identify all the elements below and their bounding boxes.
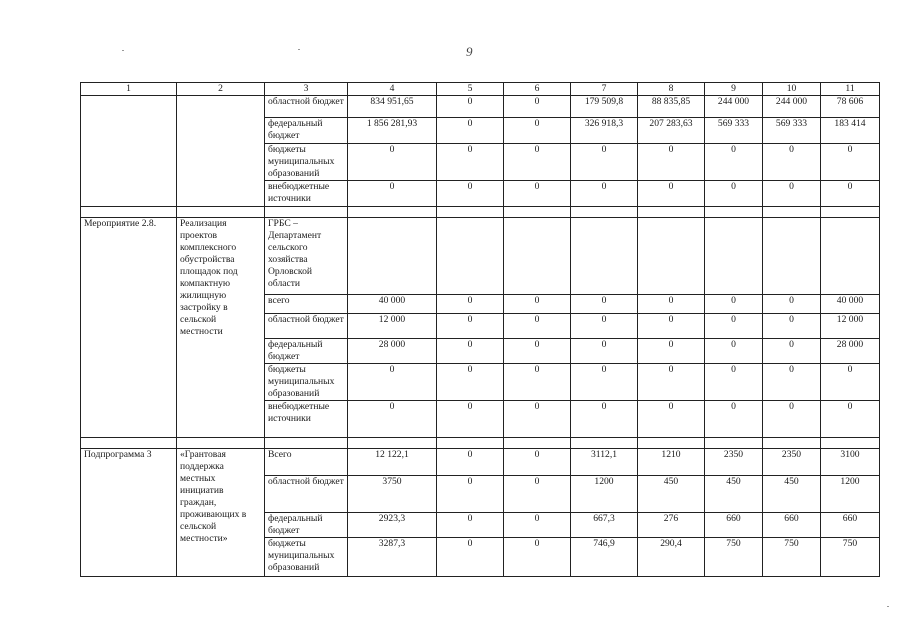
empty-cell	[571, 438, 638, 449]
activity-description-cell	[177, 96, 265, 207]
amount-cell: 244 000	[763, 96, 821, 118]
empty-cell	[763, 207, 821, 218]
amount-cell: 569 333	[705, 118, 763, 144]
amount-cell: 0	[504, 449, 571, 476]
amount-cell: 0	[763, 314, 821, 339]
amount-cell: 0	[437, 513, 504, 538]
scan-speck	[887, 606, 889, 607]
amount-cell: 0	[437, 364, 504, 401]
amount-cell: 0	[763, 181, 821, 207]
column-header: 8	[638, 83, 705, 96]
amount-cell: 0	[571, 295, 638, 314]
amount-cell: 1200	[821, 476, 880, 513]
empty-cell	[705, 438, 763, 449]
empty-cell	[821, 438, 880, 449]
amount-cell: 0	[437, 401, 504, 438]
column-header: 5	[437, 83, 504, 96]
amount-cell: 0	[504, 476, 571, 513]
activity-name-cell	[81, 96, 177, 207]
amount-cell: 40 000	[348, 295, 437, 314]
amount-cell: 450	[705, 476, 763, 513]
amount-cell	[348, 218, 437, 295]
funding-source-cell: федеральный бюджет	[265, 513, 348, 538]
empty-cell	[504, 438, 571, 449]
amount-cell: 0	[437, 118, 504, 144]
amount-cell: 0	[763, 401, 821, 438]
amount-cell: 0	[504, 96, 571, 118]
amount-cell: 0	[821, 364, 880, 401]
amount-cell: 450	[763, 476, 821, 513]
amount-cell: 0	[705, 181, 763, 207]
budget-table	[80, 82, 880, 577]
empty-cell	[177, 207, 265, 218]
column-header: 3	[265, 83, 348, 96]
amount-cell: 746,9	[571, 538, 638, 577]
amount-cell: 2350	[705, 449, 763, 476]
amount-cell: 0	[638, 364, 705, 401]
amount-cell: 750	[821, 538, 880, 577]
empty-cell	[348, 438, 437, 449]
amount-cell: 0	[504, 295, 571, 314]
amount-cell: 660	[821, 513, 880, 538]
column-header: 11	[821, 83, 880, 96]
amount-cell: 0	[437, 476, 504, 513]
amount-cell: 0	[638, 295, 705, 314]
amount-cell: 660	[763, 513, 821, 538]
table-body	[81, 96, 880, 577]
amount-cell: 0	[638, 144, 705, 181]
table-row	[81, 449, 880, 476]
amount-cell	[504, 218, 571, 295]
amount-cell: 78 606	[821, 96, 880, 118]
funding-source-cell: областной бюджет	[265, 314, 348, 339]
funding-source-cell: областной бюджет	[265, 476, 348, 513]
amount-cell	[821, 218, 880, 295]
amount-cell: 0	[705, 401, 763, 438]
amount-cell: 28 000	[821, 339, 880, 364]
amount-cell: 0	[437, 449, 504, 476]
empty-cell	[81, 207, 177, 218]
empty-cell	[821, 207, 880, 218]
amount-cell: 0	[571, 144, 638, 181]
empty-cell	[177, 438, 265, 449]
amount-cell: 0	[571, 401, 638, 438]
activity-description-cell: Реализация проектов комплексного обустройства площадок под компактную жилищную застройку в сельской местности	[177, 218, 265, 438]
empty-cell	[705, 207, 763, 218]
empty-cell	[265, 438, 348, 449]
amount-cell: 0	[821, 181, 880, 207]
empty-cell	[763, 438, 821, 449]
amount-cell: 0	[821, 401, 880, 438]
amount-cell: 40 000	[821, 295, 880, 314]
amount-cell: 0	[437, 144, 504, 181]
funding-source-cell: ГРБС – Департамент сельского хозяйства Орловской области	[265, 218, 348, 295]
column-header: 9	[705, 83, 763, 96]
column-header: 2	[177, 83, 265, 96]
empty-cell	[81, 438, 177, 449]
column-header: 4	[348, 83, 437, 96]
amount-cell: 3750	[348, 476, 437, 513]
amount-cell: 0	[638, 339, 705, 364]
column-header: 7	[571, 83, 638, 96]
empty-cell	[638, 438, 705, 449]
empty-cell	[437, 438, 504, 449]
amount-cell: 0	[571, 339, 638, 364]
funding-source-cell: Всего	[265, 449, 348, 476]
empty-cell	[638, 207, 705, 218]
column-header: 1	[81, 83, 177, 96]
table-row	[81, 96, 880, 118]
amount-cell: 0	[437, 339, 504, 364]
amount-cell: 667,3	[571, 513, 638, 538]
scan-speck	[122, 50, 124, 51]
amount-cell: 0	[705, 364, 763, 401]
amount-cell	[705, 218, 763, 295]
amount-cell: 244 000	[705, 96, 763, 118]
amount-cell: 179 509,8	[571, 96, 638, 118]
empty-cell	[265, 207, 348, 218]
amount-cell: 88 835,85	[638, 96, 705, 118]
amount-cell: 450	[638, 476, 705, 513]
amount-cell: 0	[504, 364, 571, 401]
amount-cell	[437, 218, 504, 295]
group-separator-row	[81, 207, 880, 218]
amount-cell: 0	[504, 118, 571, 144]
funding-source-cell: бюджеты муниципальных образований	[265, 538, 348, 577]
amount-cell: 0	[437, 295, 504, 314]
amount-cell: 0	[821, 144, 880, 181]
amount-cell: 0	[571, 181, 638, 207]
amount-cell: 12 122,1	[348, 449, 437, 476]
amount-cell: 750	[705, 538, 763, 577]
amount-cell: 0	[705, 339, 763, 364]
amount-cell: 834 951,65	[348, 96, 437, 118]
amount-cell: 0	[348, 144, 437, 181]
amount-cell: 0	[348, 181, 437, 207]
amount-cell: 290,4	[638, 538, 705, 577]
amount-cell: 0	[763, 295, 821, 314]
amount-cell: 28 000	[348, 339, 437, 364]
amount-cell: 183 414	[821, 118, 880, 144]
amount-cell: 0	[705, 144, 763, 181]
funding-source-cell: областной бюджет	[265, 96, 348, 118]
amount-cell: 0	[571, 364, 638, 401]
amount-cell	[763, 218, 821, 295]
amount-cell: 0	[763, 364, 821, 401]
funding-source-cell: бюджеты муниципальных образований	[265, 364, 348, 401]
table-row	[81, 218, 880, 295]
amount-cell: 1 856 281,93	[348, 118, 437, 144]
funding-source-cell: внебюджетные источники	[265, 401, 348, 438]
amount-cell: 326 918,3	[571, 118, 638, 144]
amount-cell: 0	[571, 314, 638, 339]
amount-cell: 3287,3	[348, 538, 437, 577]
amount-cell: 0	[763, 339, 821, 364]
amount-cell: 0	[348, 364, 437, 401]
amount-cell: 0	[348, 401, 437, 438]
amount-cell: 0	[504, 339, 571, 364]
amount-cell	[638, 218, 705, 295]
column-number-row	[81, 83, 880, 96]
column-header: 10	[763, 83, 821, 96]
group-separator-row	[81, 438, 880, 449]
amount-cell: 0	[504, 513, 571, 538]
amount-cell: 1200	[571, 476, 638, 513]
funding-source-cell: бюджеты муниципальных образований	[265, 144, 348, 181]
activity-name-cell: Подпрограмма 3	[81, 449, 177, 577]
amount-cell: 276	[638, 513, 705, 538]
activity-description-cell: «Грантовая поддержка местных инициатив граждан, проживающих в сельской местности»	[177, 449, 265, 577]
amount-cell: 0	[437, 538, 504, 577]
amount-cell: 0	[638, 401, 705, 438]
amount-cell: 0	[638, 181, 705, 207]
funding-source-cell: внебюджетные источники	[265, 181, 348, 207]
scan-speck	[298, 49, 300, 50]
amount-cell: 569 333	[763, 118, 821, 144]
funding-source-cell: федеральный бюджет	[265, 118, 348, 144]
column-header: 6	[504, 83, 571, 96]
amount-cell: 0	[504, 401, 571, 438]
amount-cell: 0	[437, 181, 504, 207]
amount-cell: 0	[705, 314, 763, 339]
amount-cell: 0	[504, 314, 571, 339]
amount-cell: 2350	[763, 449, 821, 476]
empty-cell	[437, 207, 504, 218]
amount-cell: 0	[705, 295, 763, 314]
amount-cell: 0	[504, 538, 571, 577]
funding-source-cell: федеральный бюджет	[265, 339, 348, 364]
amount-cell: 0	[504, 181, 571, 207]
amount-cell: 3112,1	[571, 449, 638, 476]
amount-cell: 1210	[638, 449, 705, 476]
empty-cell	[571, 207, 638, 218]
amount-cell: 0	[504, 144, 571, 181]
amount-cell: 750	[763, 538, 821, 577]
amount-cell: 0	[763, 144, 821, 181]
amount-cell: 3100	[821, 449, 880, 476]
amount-cell: 2923,3	[348, 513, 437, 538]
amount-cell: 0	[437, 96, 504, 118]
amount-cell: 12 000	[821, 314, 880, 339]
amount-cell: 0	[638, 314, 705, 339]
empty-cell	[504, 207, 571, 218]
amount-cell: 12 000	[348, 314, 437, 339]
empty-cell	[348, 207, 437, 218]
page-number: 9	[466, 44, 473, 59]
amount-cell: 660	[705, 513, 763, 538]
amount-cell	[571, 218, 638, 295]
activity-name-cell: Мероприятие 2.8.	[81, 218, 177, 438]
amount-cell: 207 283,63	[638, 118, 705, 144]
funding-source-cell: всего	[265, 295, 348, 314]
amount-cell: 0	[437, 314, 504, 339]
